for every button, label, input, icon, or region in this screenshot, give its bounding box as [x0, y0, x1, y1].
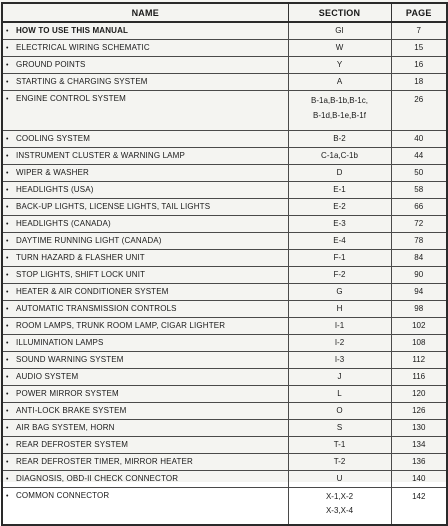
table-row	[2, 250, 447, 267]
entry-name: WIPER & WASHER	[16, 167, 89, 177]
section-cell	[288, 369, 391, 386]
page-number-cell: 66	[391, 199, 447, 216]
page-number-cell: 112	[391, 352, 447, 369]
page-number-cell: 108	[391, 335, 447, 352]
section-code: E-2	[333, 202, 346, 211]
table-row	[2, 182, 447, 199]
bullet-icon: •	[6, 493, 9, 500]
entry-name: ROOM LAMPS, TRUNK ROOM LAMP, CIGAR LIGHTER	[16, 320, 226, 330]
page-column-header: PAGE	[391, 3, 447, 22]
page-number-cell: 26	[391, 91, 447, 131]
entry-name: AUTOMATIC TRANSMISSION CONTROLS	[16, 303, 177, 313]
section-code: A	[336, 77, 343, 86]
table-row	[2, 488, 447, 526]
page-number-cell: 134	[391, 437, 447, 454]
bullet-icon: •	[6, 424, 9, 432]
section-cell	[288, 74, 391, 91]
entry-name: SOUND WARNING SYSTEM	[16, 354, 124, 364]
entry-name: ENGINE CONTROL SYSTEM	[16, 94, 126, 103]
bullet-icon: •	[6, 152, 9, 160]
entry-name-cell	[2, 437, 288, 454]
table-row	[2, 301, 447, 318]
section-code: T-2	[333, 457, 346, 466]
table-row	[2, 91, 447, 131]
table-row	[2, 420, 447, 437]
entry-name-cell	[2, 284, 288, 301]
table-row	[2, 386, 447, 403]
bullet-icon: •	[6, 322, 9, 330]
section-code: L	[337, 389, 342, 398]
bullet-icon: •	[6, 96, 9, 103]
entry-name-cell	[2, 318, 288, 335]
page-number-cell: 78	[391, 233, 447, 250]
entry-name-cell	[2, 352, 288, 369]
entry-name: ILLUMINATION LAMPS	[16, 337, 104, 347]
page-number-cell: 130	[391, 420, 447, 437]
entry-name: AIR BAG SYSTEM, HORN	[16, 422, 115, 432]
section-cell	[288, 233, 391, 250]
section-cell	[288, 420, 391, 437]
name-column-header: NAME	[2, 3, 288, 22]
entry-name: COOLING SYSTEM	[16, 133, 91, 143]
page-number-cell: 7	[391, 22, 447, 40]
entry-name-cell	[2, 488, 288, 526]
section-code: B-2	[333, 134, 346, 143]
table-row	[2, 471, 447, 488]
section-code: U	[336, 474, 343, 483]
table-row	[2, 454, 447, 471]
section-cell	[288, 386, 391, 403]
section-code: E-3	[333, 219, 346, 228]
entry-name-cell	[2, 267, 288, 284]
table-row	[2, 403, 447, 420]
entry-name-cell	[2, 165, 288, 182]
table-row	[2, 22, 447, 40]
section-cell	[288, 471, 391, 488]
table-row	[2, 437, 447, 454]
table-row	[2, 284, 447, 301]
page-number-cell: 15	[391, 40, 447, 57]
page-number-cell: 44	[391, 148, 447, 165]
bullet-icon: •	[6, 78, 9, 86]
bullet-icon: •	[6, 475, 9, 483]
bullet-icon: •	[6, 237, 9, 245]
bullet-icon: •	[6, 169, 9, 177]
entry-name-cell	[2, 91, 288, 131]
table-row	[2, 318, 447, 335]
section-cell	[288, 57, 391, 74]
section-cell	[288, 148, 391, 165]
section-cell	[288, 318, 391, 335]
section-cell	[288, 301, 391, 318]
page-number-cell: 94	[391, 284, 447, 301]
section-code: B-1a,B-1b,B-1c,	[311, 96, 368, 105]
table-row	[2, 369, 447, 386]
bullet-icon: •	[6, 271, 9, 279]
table-row	[2, 74, 447, 91]
section-code: E-4	[333, 236, 346, 245]
section-cell	[288, 91, 391, 131]
section-code: G	[336, 287, 343, 296]
section-code: S	[336, 423, 343, 432]
section-cell	[288, 352, 391, 369]
table-row	[2, 40, 447, 57]
entry-name: STARTING & CHARGING SYSTEM	[16, 76, 148, 86]
entry-name: REAR DEFROSTER SYSTEM	[16, 439, 129, 449]
entry-name-cell	[2, 386, 288, 403]
section-code: F-2	[333, 270, 346, 279]
entry-name: AUDIO SYSTEM	[16, 371, 79, 381]
section-cell	[288, 40, 391, 57]
bullet-icon: •	[6, 407, 9, 415]
section-code: E-1	[333, 185, 346, 194]
entry-name: GROUND POINTS	[16, 59, 86, 69]
section-cell	[288, 454, 391, 471]
section-code: O	[336, 406, 343, 415]
page-number-cell: 50	[391, 165, 447, 182]
bullet-icon: •	[6, 27, 9, 35]
entry-name: REAR DEFROSTER TIMER, MIRROR HEATER	[16, 456, 193, 466]
page-number-cell: 18	[391, 74, 447, 91]
bullet-icon: •	[6, 339, 9, 347]
page-number-cell: 84	[391, 250, 447, 267]
section-code: T-1	[333, 440, 346, 449]
entry-name-cell	[2, 335, 288, 352]
section-cell	[288, 216, 391, 233]
section-code: J	[337, 372, 342, 381]
section-code: C-1a,C-1b	[321, 151, 358, 160]
entry-name: HEATER & AIR CONDITIONER SYSTEM	[16, 286, 169, 296]
entry-name: DAYTIME RUNNING LIGHT (CANADA)	[16, 235, 162, 245]
table-row	[2, 199, 447, 216]
entry-name-cell	[2, 74, 288, 91]
page-number-cell: 98	[391, 301, 447, 318]
section-cell	[288, 437, 391, 454]
section-code: I-2	[334, 338, 345, 347]
entry-name-cell	[2, 471, 288, 488]
entry-name-cell	[2, 454, 288, 471]
entry-name: HOW TO USE THIS MANUAL	[16, 25, 129, 35]
page-number-cell: 90	[391, 267, 447, 284]
page-number-cell: 40	[391, 131, 447, 148]
section-code: X-3,X-4	[325, 506, 354, 515]
entry-name: HEADLIGHTS (USA)	[16, 184, 94, 194]
section-cell	[288, 182, 391, 199]
bullet-icon: •	[6, 254, 9, 262]
section-code: H	[336, 304, 343, 313]
page-number-cell: 72	[391, 216, 447, 233]
table-row	[2, 57, 447, 74]
section-code: F-1	[333, 253, 346, 262]
bullet-icon: •	[6, 373, 9, 381]
bullet-icon: •	[6, 441, 9, 449]
bullet-icon: •	[6, 61, 9, 69]
entry-name: ANTI-LOCK BRAKE SYSTEM	[16, 405, 127, 415]
page-number-cell: 140	[391, 471, 447, 488]
section-cell	[288, 335, 391, 352]
section-code: I-1	[334, 321, 345, 330]
page-number-cell: 58	[391, 182, 447, 199]
table-row	[2, 216, 447, 233]
bullet-icon: •	[6, 288, 9, 296]
entry-name-cell	[2, 301, 288, 318]
table-row	[2, 335, 447, 352]
section-code: X-1,X-2	[325, 492, 354, 501]
entry-name: ELECTRICAL WIRING SCHEMATIC	[16, 42, 150, 52]
entry-name: POWER MIRROR SYSTEM	[16, 388, 119, 398]
bullet-icon: •	[6, 220, 9, 228]
section-code: Y	[336, 60, 343, 69]
entry-name-cell	[2, 420, 288, 437]
entry-name-cell	[2, 22, 288, 40]
section-cell	[288, 165, 391, 182]
section-code: I-3	[334, 355, 345, 364]
entry-name: HEADLIGHTS (CANADA)	[16, 218, 111, 228]
table-row	[2, 131, 447, 148]
section-cell	[288, 22, 391, 40]
section-cell	[288, 267, 391, 284]
page-number-cell: 16	[391, 57, 447, 74]
entry-name: INSTRUMENT CLUSTER & WARNING LAMP	[16, 150, 185, 160]
contents-rows	[2, 22, 447, 525]
entry-name-cell	[2, 233, 288, 250]
table-row	[2, 352, 447, 369]
bullet-icon: •	[6, 356, 9, 364]
bullet-icon: •	[6, 305, 9, 313]
section-cell	[288, 403, 391, 420]
entry-name: DIAGNOSIS, OBD-II CHECK CONNECTOR	[16, 473, 179, 483]
entry-name-cell	[2, 216, 288, 233]
contents-table	[1, 2, 448, 526]
entry-name-cell	[2, 57, 288, 74]
section-cell	[288, 488, 391, 526]
page-number-cell: 102	[391, 318, 447, 335]
bullet-icon: •	[6, 44, 9, 52]
entry-name-cell	[2, 40, 288, 57]
entry-name-cell	[2, 199, 288, 216]
table-row	[2, 148, 447, 165]
table-row	[2, 165, 447, 182]
header-row	[2, 3, 447, 22]
entry-name: TURN HAZARD & FLASHER UNIT	[16, 252, 145, 262]
page-number-cell: 142	[391, 488, 447, 526]
page-number-cell: 136	[391, 454, 447, 471]
section-column-header: SECTION	[288, 3, 391, 22]
entry-name-cell	[2, 250, 288, 267]
entry-name-cell	[2, 148, 288, 165]
entry-name-cell	[2, 131, 288, 148]
bullet-icon: •	[6, 135, 9, 143]
section-cell	[288, 131, 391, 148]
section-code: D	[336, 168, 343, 177]
section-cell	[288, 199, 391, 216]
section-code: W	[335, 43, 344, 52]
entry-name: BACK-UP LIGHTS, LICENSE LIGHTS, TAIL LIGHTS	[16, 201, 211, 211]
section-cell	[288, 284, 391, 301]
section-code: B-1d,B-1e,B-1f	[313, 111, 366, 120]
table-row	[2, 233, 447, 250]
page-number-cell: 126	[391, 403, 447, 420]
page-number-cell: 120	[391, 386, 447, 403]
entry-name-cell	[2, 182, 288, 199]
section-code: GI	[335, 26, 344, 35]
entry-name: STOP LIGHTS, SHIFT LOCK UNIT	[16, 269, 146, 279]
page-number-cell: 116	[391, 369, 447, 386]
bullet-icon: •	[6, 390, 9, 398]
table-row	[2, 267, 447, 284]
bullet-icon: •	[6, 186, 9, 194]
bullet-icon: •	[6, 203, 9, 211]
entry-name: COMMON CONNECTOR	[16, 491, 110, 500]
entry-name-cell	[2, 403, 288, 420]
bullet-icon: •	[6, 458, 9, 466]
entry-name-cell	[2, 369, 288, 386]
section-cell	[288, 250, 391, 267]
